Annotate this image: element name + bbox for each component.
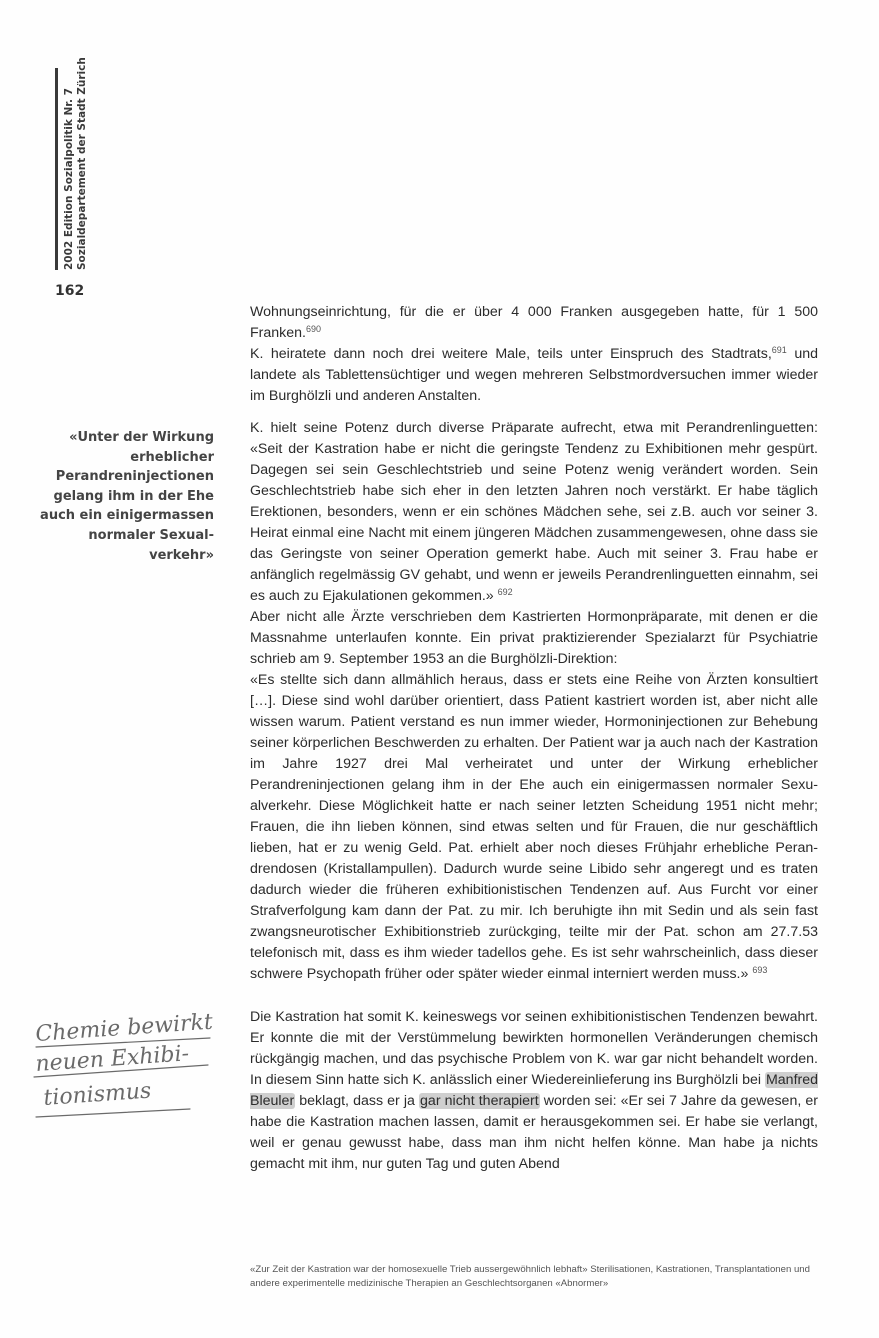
- running-footer: «Zur Zeit der Kastration war der homosexuelle Trieb aussergewöhnlich lebhaft» Sterilisationen, Kastrationen, Transplantationen und andere experimentelle medizinische Therapien an Geschlechtsorganen «Abnormer»: [250, 1264, 810, 1289]
- paragraph-4: Aber nicht alle Ärzte verschrieben dem Kastrierten Hormonpräparate, mit denen er die Massnahme unterlaufen konnte. Ein privat praktizierender Spezialarzt für Psychiatrie schrieb am 9. September 1953 an die Burghölzli-Direktion:: [250, 609, 818, 667]
- pull-quote-line: auch ein einigermassen: [40, 508, 214, 524]
- pull-quote-line: verkehr»: [149, 547, 214, 563]
- body-text: [250, 302, 818, 1175]
- handwritten-note: [30, 1005, 250, 1125]
- footnote-ref-693[interactable]: 693: [752, 965, 768, 975]
- paragraph-6: Die Kastration hat somit K. keineswegs vor seinen exhibitionistischen Tendenzen bewahrt. Er konnte die mit der Verstümmelung bewirkten hormonellen Veränderungen chemisch rückgängig machen, und das psychische Problem von K. war gar nicht behandelt worden. In diesem Sinn hatte sich K. anlässlich einer Wiedereinlieferung ins Burghölzli bei Manfred Bleuler beklagt, dass er ja gar nicht therapiert worden sei: «Er sei 7 Jahre da gewesen, er habe die Kastration machen lassen, damit er herausgekommen sei. Er habe sie verlangt, weil er genau gewusst habe, dass man ihm nicht helfen könne. Man habe ja nichts gemacht mit ihm, nur guten Tag und guten Abend: [250, 1009, 819, 1172]
- note-line-1: Chemie bewirkt: [34, 1009, 214, 1047]
- pull-quote-line: gelang ihm in der Ehe: [53, 488, 214, 504]
- note-line-3: tionismus: [42, 1078, 153, 1111]
- paragraph-3: K. hielt seine Potenz durch diverse Präparate aufrecht, etwa mit Perandrenlinguetten: «Seit der Kastration habe er nicht die geringste Tendenz zu Exhibitionen mehr gespürt. Dagegen sei sein Geschlechtstrieb und seine Potenz wenig verändert worden. Sein Geschlechtstrieb habe sich eher in den letzten Jahren noch verstärkt. Er habe täglich Erektionen, besonders, wenn er ein schönes Mädchen sehe, sei z.B. auch vor seiner 3. Heirat einmal eine Nacht mit einem jüngeren Mädchen zusammengewesen, ohne dass sie das Geringste von seiner Operation gemerkt habe. Auch mit seiner 3. Frau habe er anfänglich regelmässig GV gehabt, und wenn er jeweils Perandrenlinguetten einnahm, sei es auch zu Ejakulationen gekommen.» $^{692}$: [250, 420, 818, 604]
- pull-quote-line: erheblicher: [130, 449, 214, 465]
- note-line-2: neuen Exhibi-: [34, 1041, 190, 1077]
- pull-quote: [30, 428, 214, 565]
- page-number: 162: [55, 283, 85, 299]
- series-line-1: 2002 Edition Sozialpolitik Nr. 7: [63, 88, 75, 270]
- paragraph-5-quote: «Es stellte sich dann allmählich heraus, dass er stets eine Reihe von Ärzten konsultiert […]. Diese sind wohl darüber orientiert, dass Patient kastriert worden ist, aber nicht alle wissen warum. Patient verstand es nun immer wieder, Hormoninjectionen zur Behebung seiner körperlichen Beschwerden zu erhalten. Der Patient war ja auch nach der Kastration im Jahre 1927 drei Mal verheiratet und unter der Wirkung erheblicher Perandreninjectionen gelang ihm in der Ehe auch ein einigermassen normaler Sexualverkehr. Diese Möglichkeit hatte er nach seiner letzten Scheidung 1951 nicht mehr; Frauen, die ihn lieben können, sind etwas selten und für Frauen, die nur geschäftlich lieben, hat er zu wenig Geld. Pat. erhielt aber noch dieses Frühjahr erhebliche Perandrendosen (Kristallampullen). Dadurch wurde seine Libido sehr angeregt und es traten dadurch wieder die früheren exhibitionistischen Tendenzen auf. Aus Furcht vor einer Strafverfolgung kam dann der Pat. zu mir. Ich beruhigte ihn mit Sedin und als sein fast zwangsneurotischer Exhibitionstrieb zurückging, teilte mir der Pat. schon am 27.7.53 telefonisch mit, dass es ihm wieder tadellos gehe. Es ist sehr wahrscheinlich, dass dieser schwere Psychopath früher oder später wieder einmal interniert werden muss.» $^{693}$: [250, 672, 818, 982]
- pull-quote-line: «Unter der Wirkung: [69, 430, 214, 445]
- highlight-manfred-bleuler: Manfred Bleuler: [250, 1072, 819, 1109]
- series-title: [63, 57, 89, 270]
- paragraph-1: Wohnungseinrichtung, für die er über 4 000 Franken ausgegeben hatte, für 1 500 Franken.$^{690}$: [250, 304, 818, 341]
- pull-quote-line: normaler Sexual-: [88, 527, 214, 543]
- pull-quote-line: Perandreninjectionen: [55, 469, 214, 485]
- series-line-2: Sozialdepartement der Stadt Zürich: [76, 57, 88, 270]
- footnote-ref-692[interactable]: 692: [497, 587, 513, 597]
- underline-3: [36, 1109, 190, 1117]
- paragraph-2: K. heiratete dann noch drei weitere Male, teils unter Einspruch des Stadtrats,$^{691}$ und landete als Tablettensüchtiger und wegen mehreren Selbstmordversuchen immer wieder im Burghölzli und anderen Anstalten.: [250, 345, 818, 404]
- footnote-ref-690[interactable]: 690: [306, 324, 322, 334]
- footnote-ref-691[interactable]: 691: [771, 345, 787, 355]
- sidebar-rule: [55, 68, 58, 270]
- highlight-gar-nicht-therapiert: gar nicht therapiert: [420, 1093, 539, 1109]
